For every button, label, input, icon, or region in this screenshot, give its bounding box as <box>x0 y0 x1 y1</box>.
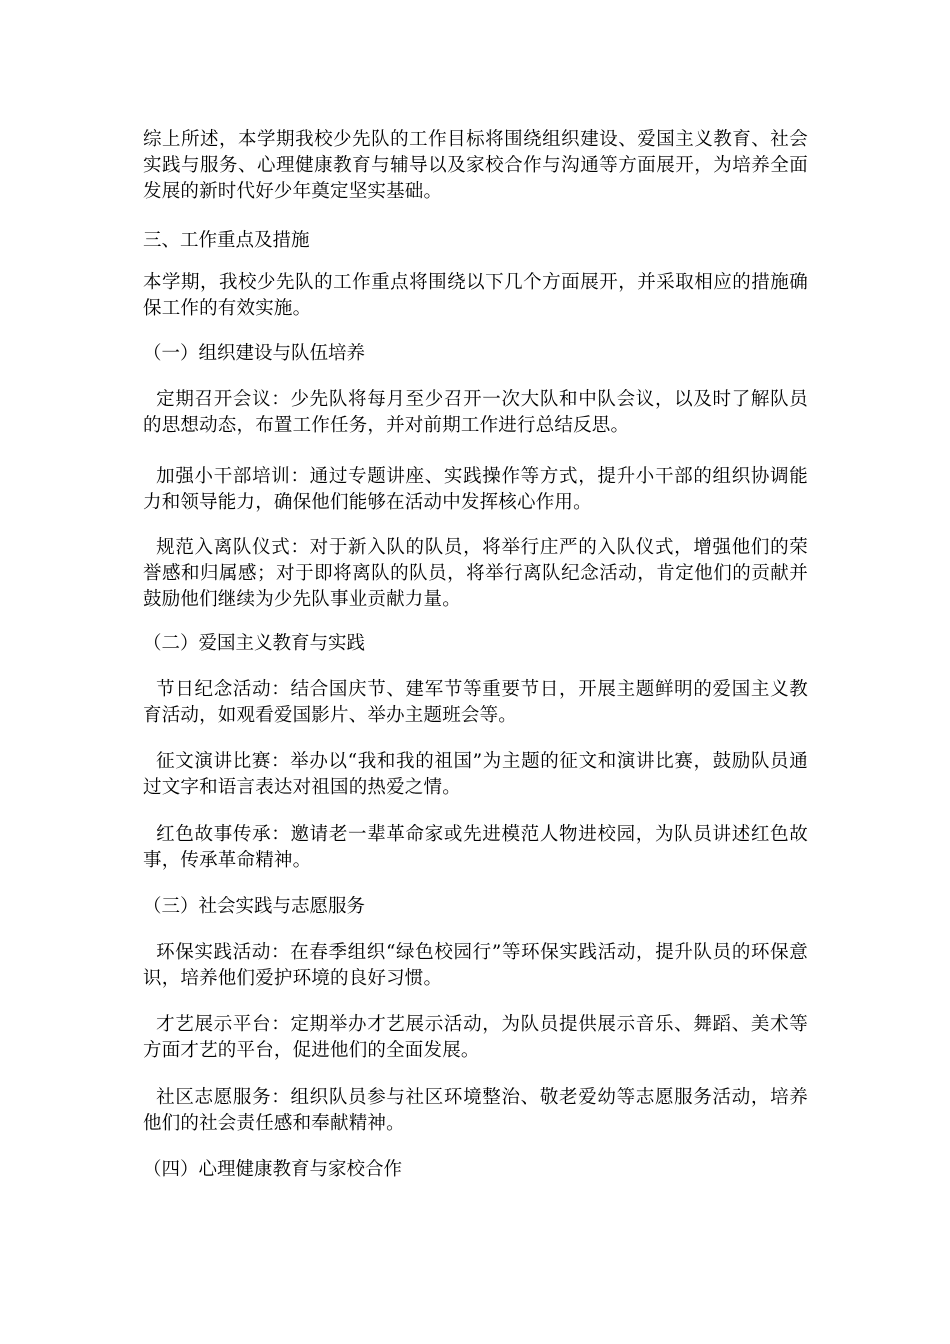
list-item-paragraph: 环保实践活动：在春季组织“绿色校园行”等环保实践活动，提升队员的环保意识，培养他们爱护环境的良好习惯。 <box>143 942 808 989</box>
list-item-paragraph: 征文演讲比赛：举办以“我和我的祖国”为主题的征文和演讲比赛，鼓励队员通过文字和语言表达对祖国的热爱之情。 <box>143 751 808 798</box>
summary-paragraph: 综上所述，本学期我校少先队的工作目标将围绕组织建设、爱国主义教育、社会实践与服务、心理健康教育与辅导以及家校合作与沟通等方面展开，为培养全面发展的新时代好少年奠定坚实基础。 <box>143 129 808 202</box>
subsection-heading-3: （三）社会实践与志愿服务 <box>143 896 366 917</box>
section-heading-3: 三、工作重点及措施 <box>143 230 310 251</box>
list-item-paragraph: 节日纪念活动：结合国庆节、建军节等重要节日，开展主题鲜明的爱国主义教育活动，如观看爱国影片、举办主题班会等。 <box>143 679 808 726</box>
list-item-paragraph: 加强小干部培训：通过专题讲座、实践操作等方式，提升小干部的组织协调能力和领导能力，确保他们能够在活动中发挥核心作用。 <box>143 466 808 513</box>
list-item-paragraph: 红色故事传承：邀请老一辈革命家或先进模范人物进校园，为队员讲述红色故事，传承革命精神。 <box>143 824 808 871</box>
list-item-paragraph: 才艺展示平台：定期举办才艺展示活动，为队员提供展示音乐、舞蹈、美术等方面才艺的平台，促进他们的全面发展。 <box>143 1014 808 1061</box>
subsection-heading-1: （一）组织建设与队伍培养 <box>143 343 366 364</box>
list-item-paragraph: 定期召开会议：少先队将每月至少召开一次大队和中队会议，以及时了解队员的思想动态，布置工作任务，并对前期工作进行总结反思。 <box>143 389 808 436</box>
subsection-heading-4: （四）心理健康教育与家校合作 <box>143 1159 403 1180</box>
section-intro-paragraph: 本学期，我校少先队的工作重点将围绕以下几个方面展开，并采取相应的措施确保工作的有效实施。 <box>143 272 808 319</box>
list-item-paragraph: 社区志愿服务：组织队员参与社区环境整治、敬老爱幼等志愿服务活动，培养他们的社会责任感和奉献精神。 <box>143 1087 808 1134</box>
list-item-paragraph: 规范入离队仪式：对于新入队的队员，将举行庄严的入队仪式，增强他们的荣誉感和归属感；对于即将离队的队员，将举行离队纪念活动，肯定他们的贡献并鼓励他们继续为少先队事业贡献力量。 <box>143 537 808 610</box>
subsection-heading-2: （二）爱国主义教育与实践 <box>143 633 366 654</box>
